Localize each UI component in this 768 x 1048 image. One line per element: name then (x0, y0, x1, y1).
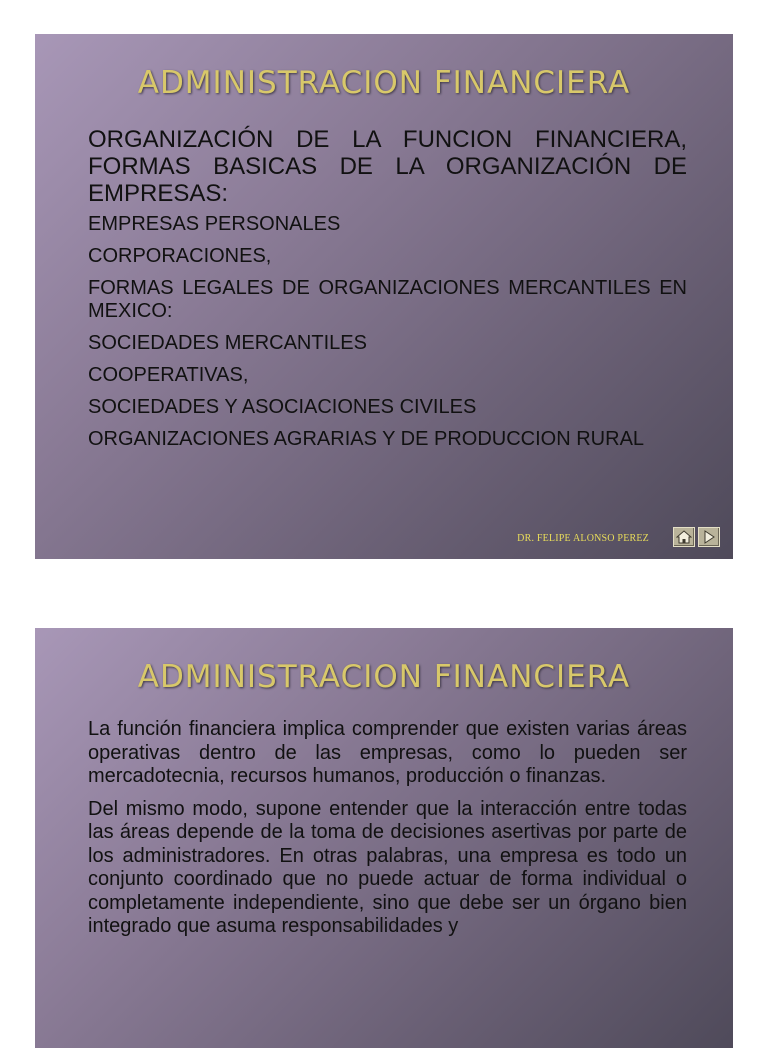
slide-body (88, 126, 687, 460)
list-item: SOCIEDADES MERCANTILES (88, 332, 367, 354)
slide-body (88, 718, 687, 948)
paragraph: La función financiera implica comprender que existen varias áreas operativas dentro de las empresas, como lo pueden ser mercadotecnia, recursos humanos, producción o finanzas. (88, 718, 687, 787)
slide-2 (35, 628, 733, 1048)
next-slide-button[interactable] (698, 527, 720, 547)
next-arrow-icon (702, 530, 716, 544)
list-item: CORPORACIONES, (88, 245, 272, 267)
slide-1 (35, 34, 733, 559)
home-button[interactable] (673, 527, 695, 547)
list-item: EMPRESAS PERSONALES (88, 213, 341, 235)
slide-title: ADMINISTRACION FINANCIERA (137, 65, 631, 101)
home-icon (676, 530, 692, 544)
slide-title: ADMINISTRACION FINANCIERA (137, 659, 631, 695)
list-item: FORMAS LEGALES DE ORGANIZACIONES MERCANTILES EN MEXICO: (88, 277, 687, 322)
slide-heading: ORGANIZACIÓN DE LA FUNCION FINANCIERA, FORMAS BASICAS DE LA ORGANIZACIÓN DE EMPRESAS: (88, 126, 687, 207)
list-item: ORGANIZACIONES AGRARIAS Y DE PRODUCCION RURAL (88, 428, 645, 450)
footer-author: DR. FELIPE ALONSO PEREZ (517, 533, 649, 544)
list-item: SOCIEDADES Y ASOCIACIONES CIVILES (88, 396, 477, 418)
paragraph: Del mismo modo, supone entender que la interacción entre todas las áreas depende de la toma de decisiones asertivas por parte de los administradores. En otras palabras, una empresa es todo un conjunto coordinado que no puede actuar de forma individual o completamente independiente, sino que debe ser un órgano bien integrado que asuma responsabilidades y (88, 797, 687, 937)
list-item: COOPERATIVAS, (88, 364, 249, 386)
